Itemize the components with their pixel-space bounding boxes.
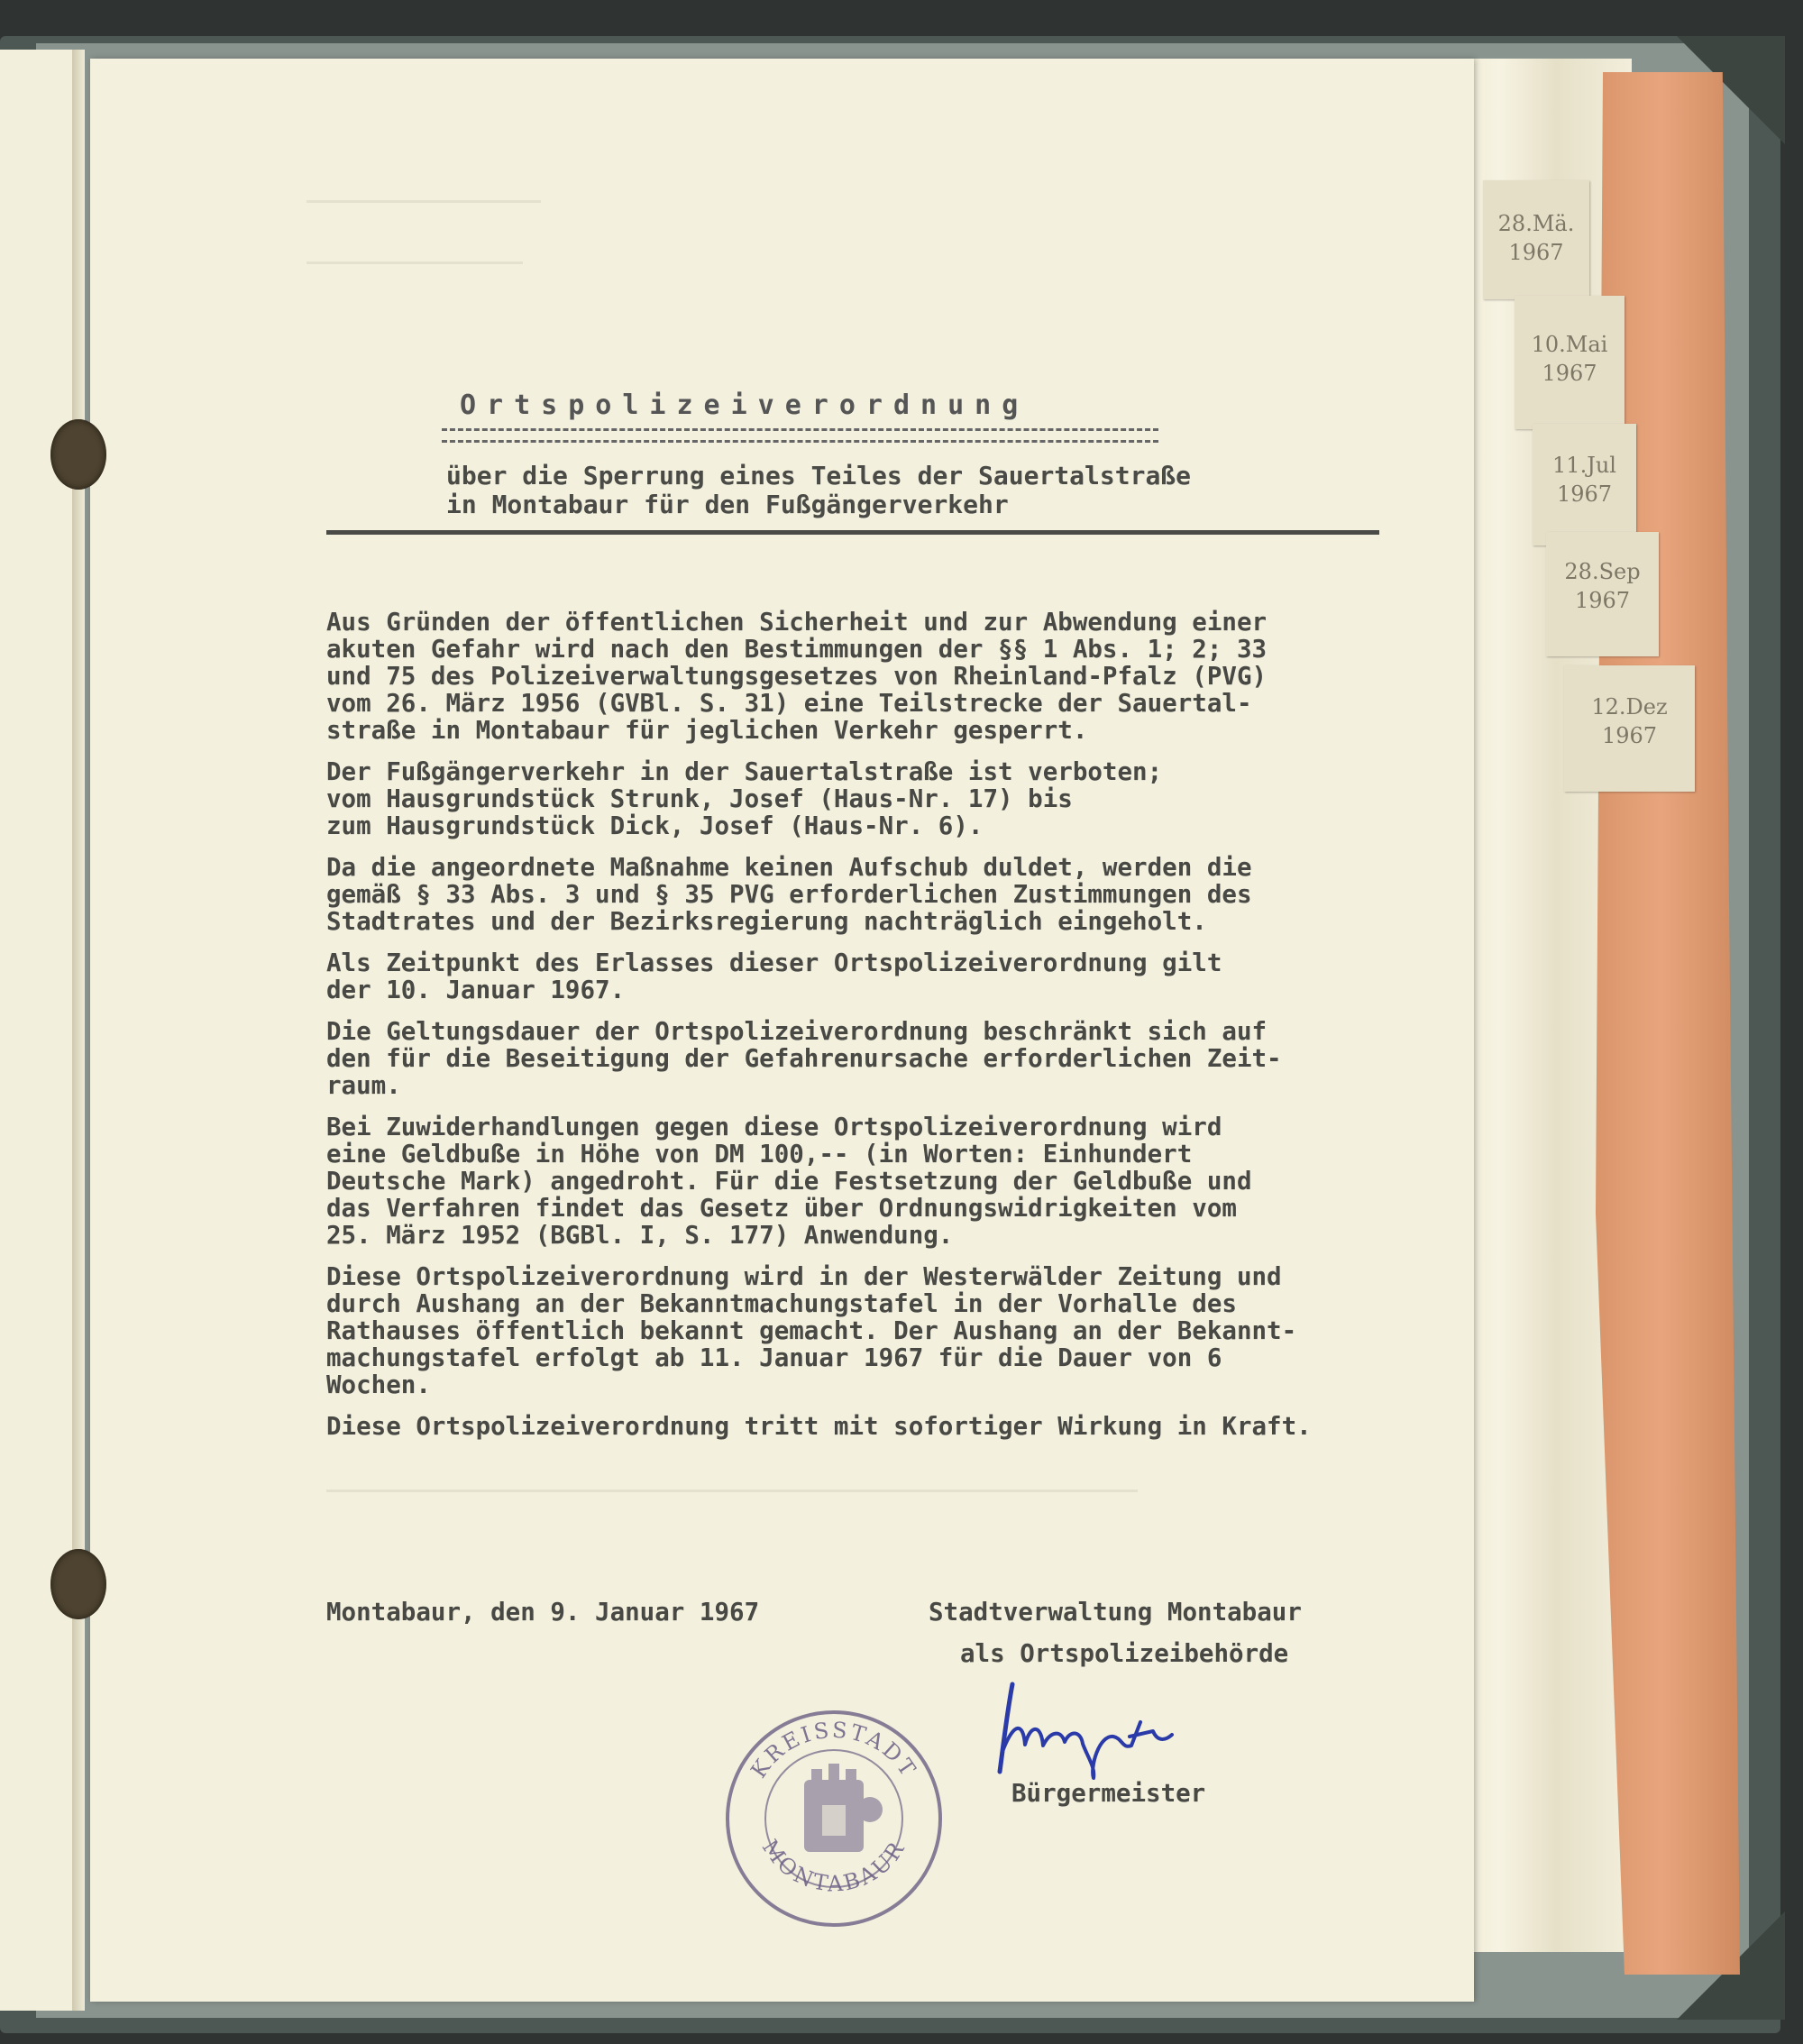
index-tab[interactable] bbox=[1515, 296, 1625, 429]
index-tab-year: 1967 bbox=[1574, 588, 1631, 613]
document-body bbox=[326, 609, 1431, 1454]
subtitle-line: in Montabaur für den Fußgängerverkehr bbox=[446, 490, 1009, 519]
document-subtitle bbox=[446, 462, 1312, 519]
index-tab-date: 12.Dez bbox=[1591, 694, 1668, 720]
show-through-mark bbox=[307, 200, 541, 203]
index-tab-date: 28.Mä. bbox=[1497, 211, 1575, 236]
svg-text:MONTABAUR: MONTABAUR bbox=[756, 1835, 911, 1897]
issuing-authority: Stadtverwaltung Montabaur bbox=[929, 1598, 1302, 1627]
body-paragraph: Die Geltungsdauer der Ortspolizeiverordnung beschränkt sich auf den für die Beseitigung der Gefahrenursache erforderlichen Zeit- raum. bbox=[326, 1017, 1282, 1100]
left-page-edge bbox=[0, 50, 77, 2011]
document-title: Ortspolizeiverordnung bbox=[460, 390, 1030, 421]
index-tab-year: 1967 bbox=[1508, 240, 1564, 265]
index-tab-year: 1967 bbox=[1542, 361, 1597, 386]
show-through-mark bbox=[307, 261, 523, 264]
index-tab-date: 28.Sep bbox=[1564, 559, 1641, 584]
index-tab[interactable] bbox=[1564, 665, 1695, 792]
body-paragraph: Diese Ortspolizeiverordnung tritt mit sofortiger Wirkung in Kraft. bbox=[326, 1412, 1312, 1441]
body-paragraph: Als Zeitpunkt des Erlasses dieser Ortspolizeiverordnung gilt der 10. Januar 1967. bbox=[326, 949, 1222, 1004]
body-paragraph: Bei Zuwiderhandlungen gegen diese Ortspolizeiverordnung wird eine Geldbuße in Höhe von DM 100,-- (in Worten: Einhundert Deutsche Mark) angedroht. Für die Festsetzung der Geldbuße und das Verfahren findet das Gesetz über Ordnungswidrigkeiten vom 25. März 1952 (BGBl. I, S. 177) Anwendung. bbox=[326, 1113, 1252, 1250]
subtitle-line: über die Sperrung eines Teiles der Sauertalstraße bbox=[446, 461, 1192, 490]
official-seal-stamp bbox=[721, 1706, 947, 1931]
index-tab-date: 11.Jul bbox=[1552, 453, 1616, 478]
index-tab-year: 1967 bbox=[1556, 481, 1613, 507]
handwritten-signature bbox=[987, 1659, 1204, 1785]
index-tab[interactable] bbox=[1483, 180, 1589, 299]
page-spine-shadow bbox=[72, 50, 85, 2011]
authority-role: als Ortspolizeibehörde bbox=[960, 1639, 1289, 1668]
index-tab-date: 10.Mai bbox=[1531, 332, 1608, 357]
signer-title: Bürgermeister bbox=[1011, 1779, 1206, 1808]
index-tab[interactable] bbox=[1546, 532, 1659, 656]
body-paragraph: Der Fußgängerverkehr in der Sauertalstraße ist verboten; vom Hausgrundstück Strunk, Josef (Haus-Nr. 17) bis zum Hausgrundstück Dick, Josef (Haus-Nr. 6). bbox=[326, 757, 1163, 840]
show-through-mark bbox=[326, 1489, 1138, 1492]
body-paragraph: Da die angeordnete Maßnahme keinen Aufschub duldet, werden die gemäß § 33 Abs. 3 und § 35 PVG erforderlichen Zustimmungen des Stadtrates und der Bezirksregierung nachträglich eingeholt. bbox=[326, 853, 1252, 936]
body-paragraph: Diese Ortspolizeiverordnung wird in der Westerwälder Zeitung und durch Aushang an der Bekanntmachungstafel in der Vorhalle des Rathauses öffentlich bekannt gemacht. Der Aushang an der Bekannt- machungstafel erfolgt ab 11. Januar 1967 für die Dauer von 6 Wochen. bbox=[326, 1262, 1297, 1399]
heading-rule bbox=[326, 530, 1379, 535]
punch-hole-bottom bbox=[50, 1549, 106, 1619]
body-paragraph: Aus Gründen der öffentlichen Sicherheit und zur Abwendung einer akuten Gefahr wird nach den Bestimmungen der §§ 1 Abs. 1; 2; 33 und 75 des Polizeiverwaltungsgesetzes von Rheinland-Pfalz (PVG) vom 26. März 1956 (GVBl. S. 31) eine Teilstrecke der Sauertal- straße in Montabaur für jeglichen Verkehr gesperrt. bbox=[326, 608, 1268, 745]
title-double-underline bbox=[442, 428, 1158, 443]
index-tab[interactable] bbox=[1533, 424, 1636, 545]
punch-hole-top bbox=[50, 419, 106, 490]
place-and-date: Montabaur, den 9. Januar 1967 bbox=[326, 1598, 760, 1627]
svg-text:KREISSTADT: KREISSTADT bbox=[746, 1717, 922, 1783]
index-tab-year: 1967 bbox=[1601, 723, 1658, 748]
